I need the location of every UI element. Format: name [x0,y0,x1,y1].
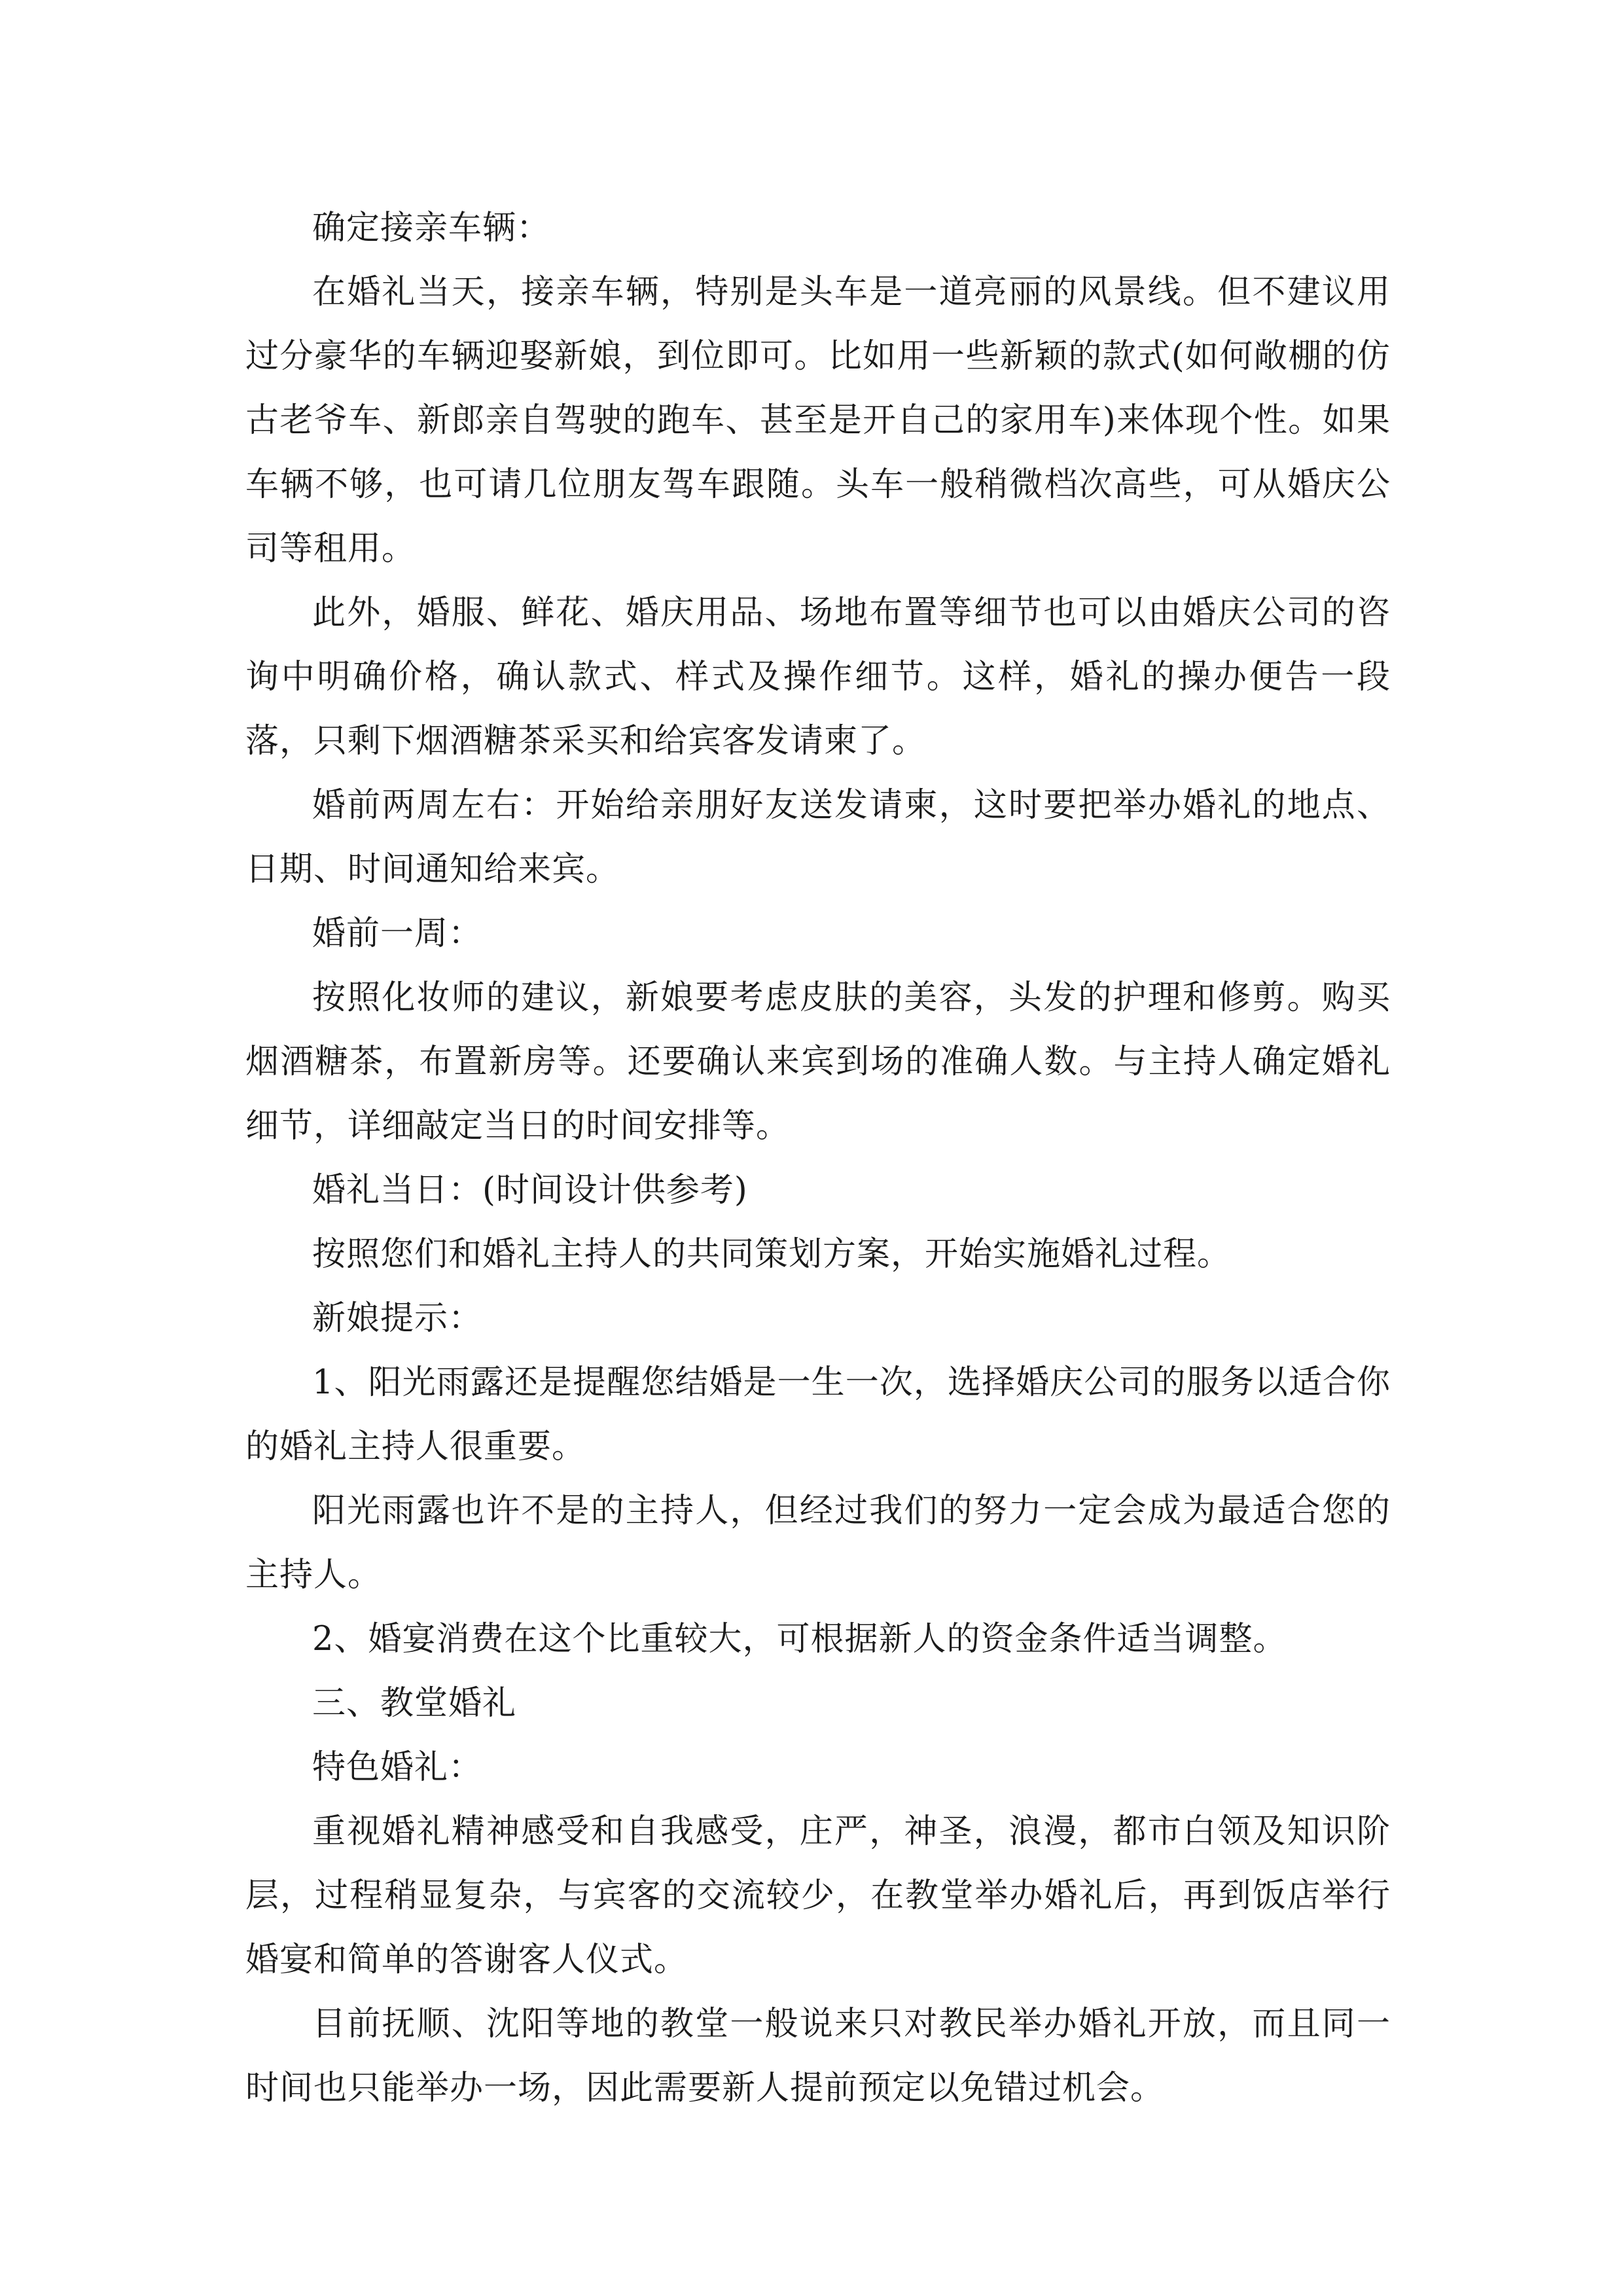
document-body [245,196,1391,2121]
paragraph: 在婚礼当天，接亲车辆，特别是头车是一道亮丽的风景线。但不建议用过分豪华的车辆迎娶新娘，到位即可。比如用一些新颖的款式(如何敞棚的仿古老爷车、新郎亲自驾驶的跑车、甚至是开自己的家用车)来体现个性。如果车辆不够，也可请几位朋友驾车跟随。头车一般稍微档次高些，可从婚庆公司等租用。 [245,273,1391,568]
paragraph: 特色婚礼： [312,1748,483,1787]
paragraph: 婚前一周： [312,914,483,953]
paragraph: 此外，婚服、鲜花、婚庆用品、场地布置等细节也可以由婚庆公司的咨询中明确价格，确认款式、样式及操作细节。这样，婚礼的操办便告一段落，只剩下烟酒糖茶采买和给宾客发请柬了。 [245,594,1391,761]
paragraph: 新娘提示： [312,1299,483,1338]
paragraph: 重视婚礼精神感受和自我感受，庄严，神圣，浪漫，都市白领及知识阶层，过程稍显复杂，与宾客的交流较少，在教堂举办婚礼后，再到饭店举行婚宴和简单的答谢客人仪式。 [245,1812,1391,1979]
paragraph: 按照您们和婚礼主持人的共同策划方案，开始实施婚礼过程。 [312,1235,1232,1274]
paragraph: 1、阳光雨露还是提醒您结婚是一生一次，选择婚庆公司的服务以适合你的婚礼主持人很重要。 [245,1363,1391,1466]
paragraph: 2、婚宴消费在这个比重较大，可根据新人的资金条件适当调整。 [312,1620,1287,1659]
paragraph: 按照化妆师的建议，新娘要考虑皮肤的美容，头发的护理和修剪。购买烟酒糖茶，布置新房等。还要确认来宾到场的准确人数。与主持人确定婚礼细节，详细敲定当日的时间安排等。 [245,978,1391,1145]
paragraph: 婚前两周左右：开始给亲朋好友送发请柬，这时要把举办婚礼的地点、日期、时间通知给来宾。 [245,786,1391,889]
paragraph: 确定接亲车辆： [312,209,551,247]
section-heading: 三、教堂婚礼 [312,1684,517,1723]
paragraph: 婚礼当日：(时间设计供参考) [312,1171,748,1210]
paragraph: 目前抚顺、沈阳等地的教堂一般说来只对教民举办婚礼开放，而且同一时间也只能举办一场，因此需要新人提前预定以免错过机会。 [245,2005,1391,2108]
paragraph: 阳光雨露也许不是的主持人，但经过我们的努力一定会成为最适合您的主持人。 [245,1492,1391,1594]
